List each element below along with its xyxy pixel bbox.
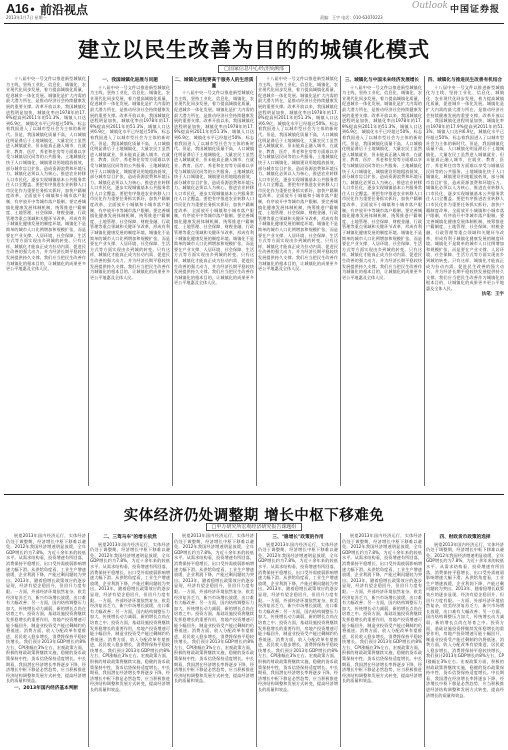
article2-column-5: 展望2013年国内经济运行，实体经济仍处于调整期，经济增长中枢下移难以避免。2012年我国经济增速明显放缓，全年GDP增长约为7.8%，为近十余年来的较低水平。从需求结构看，投资增速有所回落，消费保持平稳增长，出口受外需疲弱影响增速大幅下滑。从供给角度看，工业生产增速放缓，企业利润下降，产能过剩问题较为突出。2013年，随着稳增长政策效应的逐步显现，经济有望企稳回升，但回升力度有限。一方面，外部经济环境依然复杂，欧美经济复苏乏力，新兴市场增长放缓，出口难有大幅改善；另一方面，国内结构调整压力加大，传统增长动力减弱，新的增长点尚在培育之中。投资方面，基础设施投资将继续发挥稳增长的重要作用，房地产投资增速可能小幅回升，制造业投资受产能过剩制约仍将低迷。消费方面，收入分配改革有望推进，居民收入稳步增长，消费将保持平稳较快增长。我们预计2013年GDP增长约8%左右，CPI涨幅在3%左右。宏观政策方面，积极的财政政策将继续实施，稳健的货币政策保持中性，货币信贷保持适度增长。中长期看，我国潜在经济增长率将逐步下降，经济增长中枢下移是必然趋势，应当积极推进经济结构调整和发展方式转变，提高经济增长的质量和效益。 <box>342 533 422 684</box>
article1-byline: 执笔：王宇 <box>481 291 504 297</box>
column-divider <box>88 76 89 486</box>
issue-date: 2013年1月7日 星期一 <box>6 15 47 20</box>
masthead <box>0 0 508 24</box>
article2-column-1: 展望2013年国内经济运行，实体经济仍处于调整期，经济增长中枢下移难以避免。2012年我国经济增速明显放缓，全年GDP增长约为7.8%，为近十余年来的较低水平。从需求结构看，投资增速有所回落，消费保持平稳增长，出口受外需疲弱影响增速大幅下滑。从供给角度看，工业生产增速放缓，企业利润下降，产能过剩问题较为突出。2013年，随着稳增长政策效应的逐步显现，经济有望企稳回升，但回升力度有限。一方面，外部经济环境依然复杂，欧美经济复苏乏力，新兴市场增长放缓，出口难有大幅改善；另一方面，国内结构调整压力加大，传统增长动力减弱，新的增长点尚在培育之中。投资方面，基础设施投资将继续发挥稳增长的重要作用，房地产投资增速可能小幅回升，制造业投资受产能过剩制约仍将低迷。消费方面，收入分配改革有望推进，居民收入稳步增长，消费将保持平稳较快增长。我们预计2013年GDP增长约8%左右，CPI涨幅在3%左右。宏观政策方面，积极的财政政策将继续实施，稳健的货币政策保持中性，货币信贷保持适度增长。中长期看，我国潜在经济增长率将逐步下降，经济增长中枢下移是必然趋势，应当积极推进经济结构调整和发展方式转变，提高经济增长的质量和效益。 一、2013年国内经济基本判断 <box>6 533 86 692</box>
article1-title: 建立以民生改善为目的的城镇化模式 <box>78 38 430 62</box>
column-divider <box>340 533 341 747</box>
column-divider <box>256 533 257 747</box>
article1-column-5: 三、城镇化与中国未来经济发展增长 十八届中央一号文件以推进新型城镇化为主线，坚持工业化、信息化、城镇化、农业现代化同步发展，着力提高城镇化质量，促进城乡一体化发展。城镇化是扩大内需的最大潜力所在，是推动经济社会持续健康发展的重要支撑。改革开放以来，我国城镇化进程明显加快，城镇化率由1978年的17.9%提高到2011年的51.3%，城镇人口达到6.9亿，城镇化水平已经超过50%，标志着我国进入了以城市型社会为主体的新时代。但是，我国城镇化质量不高，人口城镇化明显滞后于土地城镇化，大量农民工虽然进入城镇就业，但未能真正融入城市，在就业、教育、医疗、养老和住房等方面难以享受与城镇居民同等的公共服务。土地城镇化快于人口城镇化，城镇建设用地粗放低效，部分城市盲目扩张，造成资源浪费和环境压力。城镇化必须以人为核心，推进农业转移人口市民化，逐步实现城镇基本公共服务常住人口全覆盖。要把有序推进农业转移人口市民化作为重要任务抓实抓好，加快户籍制度改革，全面放开小城镇和小城市落户限制，有序放开中等城市落户限制。要完善城镇化健康发展体制机制，统筹推进户籍制度、土地管理、社会保障、财税金融、行政管理等重点领域和关键环节改革，形成有利于城镇化健康发展的制度环境。城镇化不是简单的城市人口比例增加和规模扩张，而是要在产业支撑、人居环境、社会保障、生活方式等方面实现由乡到城的转变。只有这样，城镇化才能真正成为拉动内需、促进民生改善的强大动力，并为经济长期平稳较快发展提供持久支撑。我们应当把民生改善作为城镇化的根本目的，让城镇化的成果更多更公平地惠及全体人民。 <box>342 78 422 280</box>
column-divider <box>172 533 173 747</box>
page-code: A16 • <box>6 1 35 16</box>
article1-column-6: 四、城镇化与推进民生改善有机结合 十八届中央一号文件以推进新型城镇化为主线，坚持工业化、信息化、城镇化、农业现代化同步发展，着力提高城镇化质量，促进城乡一体化发展。城镇化是扩大内需的最大潜力所在，是推动经济社会持续健康发展的重要支撑。改革开放以来，我国城镇化进程明显加快，城镇化率由1978年的17.9%提高到2011年的51.3%，城镇人口达到6.9亿，城镇化水平已经超过50%，标志着我国进入了以城市型社会为主体的新时代。但是，我国城镇化质量不高，人口城镇化明显滞后于土地城镇化，大量农民工虽然进入城镇就业，但未能真正融入城市，在就业、教育、医疗、养老和住房等方面难以享受与城镇居民同等的公共服务。土地城镇化快于人口城镇化，城镇建设用地粗放低效，部分城市盲目扩张，造成资源浪费和环境压力。城镇化必须以人为核心，推进农业转移人口市民化，逐步实现城镇基本公共服务常住人口全覆盖。要把有序推进农业转移人口市民化作为重要任务抓实抓好，加快户籍制度改革，全面放开小城镇和小城市落户限制，有序放开中等城市落户限制。要完善城镇化健康发展体制机制，统筹推进户籍制度、土地管理、社会保障、财税金融、行政管理等重点领域和关键环节改革，形成有利于城镇化健康发展的制度环境。城镇化不是简单的城市人口比例增加和规模扩张，而是要在产业支撑、人居环境、社会保障、生活方式等方面实现由乡到城的转变。只有这样，城镇化才能真正成为拉动内需、促进民生改善的强大动力，并为经济长期平稳较快发展提供持久支撑。我们应当把民生改善作为城镇化的根本目的，让城镇化的成果更多更公平地惠及全体人民。 执笔：王宇 <box>426 78 504 297</box>
outlook-wordmark: Outlook <box>412 1 448 11</box>
column-divider <box>256 76 257 486</box>
article1-column-1: 十八届中央一号文件以推进新型城镇化为主线，坚持工业化、信息化、城镇化、农业现代化同步发展，着力提高城镇化质量，促进城乡一体化发展。城镇化是扩大内需的最大潜力所在，是推动经济社会持续健康发展的重要支撑。改革开放以来，我国城镇化进程明显加快，城镇化率由1978年的17.9%提高到2011年的51.3%，城镇人口达到6.9亿，城镇化水平已经超过50%，标志着我国进入了以城市型社会为主体的新时代。但是，我国城镇化质量不高，人口城镇化明显滞后于土地城镇化，大量农民工虽然进入城镇就业，但未能真正融入城市，在就业、教育、医疗、养老和住房等方面难以享受与城镇居民同等的公共服务。土地城镇化快于人口城镇化，城镇建设用地粗放低效，部分城市盲目扩张，造成资源浪费和环境压力。城镇化必须以人为核心，推进农业转移人口市民化，逐步实现城镇基本公共服务常住人口全覆盖。要把有序推进农业转移人口市民化作为重要任务抓实抓好，加快户籍制度改革，全面放开小城镇和小城市落户限制，有序放开中等城市落户限制。要完善城镇化健康发展体制机制，统筹推进户籍制度、土地管理、社会保障、财税金融、行政管理等重点领域和关键环节改革，形成有利于城镇化健康发展的制度环境。城镇化不是简单的城市人口比例增加和规模扩张，而是要在产业支撑、人居环境、社会保障、生活方式等方面实现由乡到城的转变。只有这样，城镇化才能真正成为拉动内需、促进民生改善的强大动力，并为经济长期平稳较快发展提供持久支撑。我们应当把民生改善作为城镇化的根本目的，让城镇化的成果更多更公平地惠及全体人民。 <box>6 76 86 272</box>
article2-column-3: 展望2013年国内经济运行，实体经济仍处于调整期，经济增长中枢下移难以避免。2012年我国经济增速明显放缓，全年GDP增长约为7.8%，为近十余年来的较低水平。从需求结构看，投资增速有所回落，消费保持平稳增长，出口受外需疲弱影响增速大幅下滑。从供给角度看，工业生产增速放缓，企业利润下降，产能过剩问题较为突出。2013年，随着稳增长政策效应的逐步显现，经济有望企稳回升，但回升力度有限。一方面，外部经济环境依然复杂，欧美经济复苏乏力，新兴市场增长放缓，出口难有大幅改善；另一方面，国内结构调整压力加大，传统增长动力减弱，新的增长点尚在培育之中。投资方面，基础设施投资将继续发挥稳增长的重要作用，房地产投资增速可能小幅回升，制造业投资受产能过剩制约仍将低迷。消费方面，收入分配改革有望推进，居民收入稳步增长，消费将保持平稳较快增长。我们预计2013年GDP增长约8%左右，CPI涨幅在3%左右。宏观政策方面，积极的财政政策将继续实施，稳健的货币政策保持中性，货币信贷保持适度增长。中长期看，我国潜在经济增长率将逐步下降，经济增长中枢下移是必然趋势，应当积极推进经济结构调整和发展方式转变，提高经济增长的质量和效益。 <box>174 533 254 684</box>
masthead-rule <box>4 23 504 24</box>
column-divider <box>340 76 341 486</box>
column-divider <box>172 76 173 486</box>
article1-column-3: 二、城镇化进程要高于服务人的生活质量 十八届中央一号文件以推进新型城镇化为主线，坚持工业化、信息化、城镇化、农业现代化同步发展，着力提高城镇化质量，促进城乡一体化发展。城镇化是扩大内需的最大潜力所在，是推动经济社会持续健康发展的重要支撑。改革开放以来，我国城镇化进程明显加快，城镇化率由1978年的17.9%提高到2011年的51.3%，城镇人口达到6.9亿，城镇化水平已经超过50%，标志着我国进入了以城市型社会为主体的新时代。但是，我国城镇化质量不高，人口城镇化明显滞后于土地城镇化，大量农民工虽然进入城镇就业，但未能真正融入城市，在就业、教育、医疗、养老和住房等方面难以享受与城镇居民同等的公共服务。土地城镇化快于人口城镇化，城镇建设用地粗放低效，部分城市盲目扩张，造成资源浪费和环境压力。城镇化必须以人为核心，推进农业转移人口市民化，逐步实现城镇基本公共服务常住人口全覆盖。要把有序推进农业转移人口市民化作为重要任务抓实抓好，加快户籍制度改革，全面放开小城镇和小城市落户限制，有序放开中等城市落户限制。要完善城镇化健康发展体制机制，统筹推进户籍制度、土地管理、社会保障、财税金融、行政管理等重点领域和关键环节改革，形成有利于城镇化健康发展的制度环境。城镇化不是简单的城市人口比例增加和规模扩张，而是要在产业支撑、人居环境、社会保障、生活方式等方面实现由乡到城的转变。只有这样，城镇化才能真正成为拉动内需、促进民生改善的强大动力，并为经济长期平稳较快发展提供持久支撑。我们应当把民生改善作为城镇化的根本目的，让城镇化的成果更多更公平地惠及全体人民。 <box>174 78 254 286</box>
newspaper-logo: 中国证券报 <box>450 5 501 15</box>
article2-column-6: 四、财政货币政策的选择 展望2013年国内经济运行，实体经济仍处于调整期，经济增长中枢下移难以避免。2012年我国经济增速明显放缓，全年GDP增长约为7.8%，为近十余年来的较低水平。从需求结构看，投资增速有所回落，消费保持平稳增长，出口受外需疲弱影响增速大幅下滑。从供给角度看，工业生产增速放缓，企业利润下降，产能过剩问题较为突出。2013年，随着稳增长政策效应的逐步显现，经济有望企稳回升，但回升力度有限。一方面，外部经济环境依然复杂，欧美经济复苏乏力，新兴市场增长放缓，出口难有大幅改善；另一方面，国内结构调整压力加大，传统增长动力减弱，新的增长点尚在培育之中。投资方面，基础设施投资将继续发挥稳增长的重要作用，房地产投资增速可能小幅回升，制造业投资受产能过剩制约仍将低迷。消费方面，收入分配改革有望推进，居民收入稳步增长，消费将保持平稳较快增长。我们预计2013年GDP增长约8%左右，CPI涨幅在3%左右。宏观政策方面，积极的财政政策将继续实施，稳健的货币政策保持中性，货币信贷保持适度增长。中长期看，我国潜在经济增长率将逐步下降，经济增长中枢下移是必然趋势，应当积极推进经济结构调整和发展方式转变，提高经济增长的质量和效益。 <box>426 535 504 698</box>
article1-column-4: 十八届中央一号文件以推进新型城镇化为主线，坚持工业化、信息化、城镇化、农业现代化同步发展，着力提高城镇化质量，促进城乡一体化发展。城镇化是扩大内需的最大潜力所在，是推动经济社会持续健康发展的重要支撑。改革开放以来，我国城镇化进程明显加快，城镇化率由1978年的17.9%提高到2011年的51.3%，城镇人口达到6.9亿，城镇化水平已经超过50%，标志着我国进入了以城市型社会为主体的新时代。但是，我国城镇化质量不高，人口城镇化明显滞后于土地城镇化，大量农民工虽然进入城镇就业，但未能真正融入城市，在就业、教育、医疗、养老和住房等方面难以享受与城镇居民同等的公共服务。土地城镇化快于人口城镇化，城镇建设用地粗放低效，部分城市盲目扩张，造成资源浪费和环境压力。城镇化必须以人为核心，推进农业转移人口市民化，逐步实现城镇基本公共服务常住人口全覆盖。要把有序推进农业转移人口市民化作为重要任务抓实抓好，加快户籍制度改革，全面放开小城镇和小城市落户限制，有序放开中等城市落户限制。要完善城镇化健康发展体制机制，统筹推进户籍制度、土地管理、社会保障、财税金融、行政管理等重点领域和关键环节改革，形成有利于城镇化健康发展的制度环境。城镇化不是简单的城市人口比例增加和规模扩张，而是要在产业支撑、人居环境、社会保障、生活方式等方面实现由乡到城的转变。只有这样，城镇化才能真正成为拉动内需、促进民生改善的强大动力，并为经济长期平稳较快发展提供持久支撑。我们应当把民生改善作为城镇化的根本目的，让城镇化的成果更多更公平地惠及全体人民。 <box>258 76 338 272</box>
editor-line: 责编：王宇 电话：010-63070223 <box>320 15 383 20</box>
section-name: 前沿视点 <box>40 3 89 17</box>
column-divider <box>424 76 425 486</box>
article2-title: 实体经济仍处调整期 增长中枢下移难免 <box>123 508 385 524</box>
section-rule <box>4 494 504 495</box>
column-divider <box>424 533 425 747</box>
article2-column-2: 二、三驾马车"的增长依然 展望2013年国内经济运行，实体经济仍处于调整期，经济增长中枢下移难以避免。2012年我国经济增速明显放缓，全年GDP增长约为7.8%，为近十余年来的较低水平。从需求结构看，投资增速有所回落，消费保持平稳增长，出口受外需疲弱影响增速大幅下滑。从供给角度看，工业生产增速放缓，企业利润下降，产能过剩问题较为突出。2013年，随着稳增长政策效应的逐步显现，经济有望企稳回升，但回升力度有限。一方面，外部经济环境依然复杂，欧美经济复苏乏力，新兴市场增长放缓，出口难有大幅改善；另一方面，国内结构调整压力加大，传统增长动力减弱，新的增长点尚在培育之中。投资方面，基础设施投资将继续发挥稳增长的重要作用，房地产投资增速可能小幅回升，制造业投资受产能过剩制约仍将低迷。消费方面，收入分配改革有望推进，居民收入稳步增长，消费将保持平稳较快增长。我们预计2013年GDP增长约8%左右，CPI涨幅在3%左右。宏观政策方面，积极的财政政策将继续实施，稳健的货币政策保持中性，货币信贷保持适度增长。中长期看，我国潜在经济增长率将逐步下降，经济增长中枢下移是必然趋势，应当积极推进经济结构调整和发展方式转变，提高经济增长的质量和效益。 <box>90 535 170 693</box>
article1-column-2: 一、我国城镇化进展与问题 十八届中央一号文件以推进新型城镇化为主线，坚持工业化、信息化、城镇化、农业现代化同步发展，着力提高城镇化质量，促进城乡一体化发展。城镇化是扩大内需的最大潜力所在，是推动经济社会持续健康发展的重要支撑。改革开放以来，我国城镇化进程明显加快，城镇化率由1978年的17.9%提高到2011年的51.3%，城镇人口达到6.9亿，城镇化水平已经超过50%，标志着我国进入了以城市型社会为主体的新时代。但是，我国城镇化质量不高，人口城镇化明显滞后于土地城镇化，大量农民工虽然进入城镇就业，但未能真正融入城市，在就业、教育、医疗、养老和住房等方面难以享受与城镇居民同等的公共服务。土地城镇化快于人口城镇化，城镇建设用地粗放低效，部分城市盲目扩张，造成资源浪费和环境压力。城镇化必须以人为核心，推进农业转移人口市民化，逐步实现城镇基本公共服务常住人口全覆盖。要把有序推进农业转移人口市民化作为重要任务抓实抓好，加快户籍制度改革，全面放开小城镇和小城市落户限制，有序放开中等城市落户限制。要完善城镇化健康发展体制机制，统筹推进户籍制度、土地管理、社会保障、财税金融、行政管理等重点领域和关键环节改革，形成有利于城镇化健康发展的制度环境。城镇化不是简单的城市人口比例增加和规模扩张，而是要在产业支撑、人居环境、社会保障、生活方式等方面实现由乡到城的转变。只有这样，城镇化才能真正成为拉动内需、促进民生改善的强大动力，并为经济长期平稳较快发展提供持久支撑。我们应当把民生改善作为城镇化的根本目的，让城镇化的成果更多更公平地惠及全体人民。 <box>90 78 170 280</box>
article2-source: □申万研究所宏观经济研究报告课题组 <box>0 523 508 530</box>
article1-source: □国家信息中心经济预测部 <box>0 65 508 72</box>
article2-column-4: 三、"稳增长"政策的作用 展望2013年国内经济运行，实体经济仍处于调整期，经济增长中枢下移难以避免。2012年我国经济增速明显放缓，全年GDP增长约为7.8%，为近十余年来的较低水平。从需求结构看，投资增速有所回落，消费保持平稳增长，出口受外需疲弱影响增速大幅下滑。从供给角度看，工业生产增速放缓，企业利润下降，产能过剩问题较为突出。2013年，随着稳增长政策效应的逐步显现，经济有望企稳回升，但回升力度有限。一方面，外部经济环境依然复杂，欧美经济复苏乏力，新兴市场增长放缓，出口难有大幅改善；另一方面，国内结构调整压力加大，传统增长动力减弱，新的增长点尚在培育之中。投资方面，基础设施投资将继续发挥稳增长的重要作用，房地产投资增速可能小幅回升，制造业投资受产能过剩制约仍将低迷。消费方面，收入分配改革有望推进，居民收入稳步增长，消费将保持平稳较快增长。我们预计2013年GDP增长约8%左右，CPI涨幅在3%左右。宏观政策方面，积极的财政政策将继续实施，稳健的货币政策保持中性，货币信贷保持适度增长。中长期看，我国潜在经济增长率将逐步下降，经济增长中枢下移是必然趋势，应当积极推进经济结构调整和发展方式转变，提高经济增长的质量和效益。 <box>258 535 338 693</box>
column-divider <box>88 533 89 747</box>
